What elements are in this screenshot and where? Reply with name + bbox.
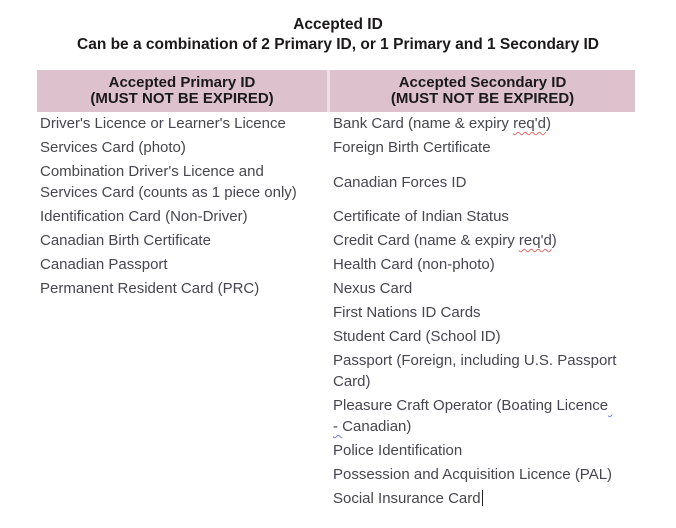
table-row: [37, 349, 635, 394]
table-row: [37, 136, 635, 160]
table-row: [37, 463, 635, 487]
cell-text: Identification Card (Non-Driver): [40, 208, 248, 225]
primary-id-cell[interactable]: [37, 349, 330, 394]
primary-id-cell[interactable]: [37, 277, 330, 301]
primary-id-cell[interactable]: [37, 160, 330, 205]
cell-text: Canadian Forces ID: [333, 173, 467, 191]
cell-text: Services Card (counts as 1 piece only): [40, 184, 297, 201]
table-row: [37, 301, 635, 325]
secondary-id-cell[interactable]: [330, 136, 635, 160]
text-caret: [482, 490, 484, 506]
cell-text: Police Identification: [333, 442, 463, 459]
cell-text: Services Card (photo): [40, 139, 186, 156]
doc-subtitle[interactable]: Can be a combination of 2 Primary ID, or 1 Primary and 1 Secondary ID: [77, 36, 599, 53]
secondary-id-cell[interactable]: [330, 277, 635, 301]
cell-text: Permanent Resident Card (PRC): [40, 280, 260, 297]
secondary-id-cell[interactable]: [330, 112, 635, 136]
secondary-id-cell[interactable]: [330, 439, 635, 463]
primary-id-cell[interactable]: [37, 205, 330, 229]
secondary-id-cell[interactable]: [330, 229, 635, 253]
cell-text: Canadian Birth Certificate: [40, 232, 211, 249]
doc-title[interactable]: Accepted ID: [293, 16, 383, 33]
cell-text: Bank Card (name & expiry: [333, 115, 514, 132]
primary-id-cell[interactable]: [37, 463, 330, 487]
table-row: [37, 394, 635, 439]
cell-text: Card): [333, 373, 371, 390]
cell-text: Canadian): [342, 418, 412, 435]
secondary-id-cell[interactable]: [330, 253, 635, 277]
primary-id-cell[interactable]: [37, 487, 330, 511]
table-body: [37, 112, 635, 511]
cell-text: Canadian Passport: [40, 256, 168, 273]
secondary-id-cell[interactable]: [330, 463, 635, 487]
table-row: [37, 277, 635, 301]
spellcheck-flagged-text: req'd: [513, 115, 546, 132]
table-row: [37, 253, 635, 277]
secondary-id-cell[interactable]: [330, 394, 635, 439]
secondary-id-cell[interactable]: [330, 349, 635, 394]
table-row: [37, 160, 635, 205]
cell-text: ): [551, 232, 557, 249]
primary-id-cell[interactable]: [37, 301, 330, 325]
table-row: [37, 229, 635, 253]
primary-id-header[interactable]: [37, 70, 330, 112]
cell-text: Combination Driver's Licence and: [40, 163, 264, 180]
primary-id-cell[interactable]: [37, 136, 330, 160]
cell-text: Certificate of Indian Status: [333, 208, 509, 225]
table-row: [37, 205, 635, 229]
secondary-id-header-subtitle: (MUST NOT BE EXPIRED): [390, 90, 575, 107]
spellcheck-flagged-text: req'd: [518, 232, 552, 249]
table-row: [37, 325, 635, 349]
primary-id-cell[interactable]: [37, 325, 330, 349]
primary-id-cell[interactable]: [37, 394, 330, 439]
primary-id-cell[interactable]: [37, 253, 330, 277]
table-row: [37, 439, 635, 463]
secondary-id-cell[interactable]: [330, 325, 635, 349]
grammar-flagged-text: -: [333, 418, 343, 435]
secondary-id-cell[interactable]: [330, 205, 635, 229]
cell-text: Health Card (non-photo): [333, 256, 495, 273]
secondary-id-cell[interactable]: [330, 487, 635, 511]
secondary-id-header-title: Accepted Secondary ID: [398, 74, 567, 91]
cell-text: Pleasure Craft Operator (Boating Licence: [333, 397, 609, 414]
table-row: [37, 487, 635, 511]
primary-id-cell[interactable]: [37, 229, 330, 253]
cell-text: Passport (Foreign, including U.S. Passport: [333, 352, 617, 369]
secondary-id-cell[interactable]: [330, 160, 635, 205]
cell-text: Nexus Card: [333, 280, 413, 297]
cell-text: ): [545, 115, 551, 132]
secondary-id-header[interactable]: [330, 70, 635, 112]
cell-text: Driver's Licence or Learner's Licence: [40, 115, 286, 132]
table-row: [37, 112, 635, 136]
primary-id-header-title: Accepted Primary ID: [108, 74, 256, 91]
cell-text: Possession and Acquisition Licence (PAL): [333, 466, 613, 483]
cell-text: Student Card (School ID): [333, 328, 501, 345]
primary-id-cell[interactable]: [37, 112, 330, 136]
cell-text: Social Insurance Card: [333, 490, 481, 507]
cell-text: First Nations ID Cards: [333, 304, 481, 321]
cell-text: Credit Card (name & expiry: [333, 232, 519, 249]
primary-id-header-subtitle: (MUST NOT BE EXPIRED): [90, 90, 274, 107]
table-header-row: [37, 70, 635, 112]
accepted-id-table: [37, 70, 635, 511]
cell-text: Foreign Birth Certificate: [333, 139, 491, 156]
primary-id-cell[interactable]: [37, 439, 330, 463]
secondary-id-cell[interactable]: [330, 301, 635, 325]
grammar-flagged-text: [608, 397, 612, 414]
